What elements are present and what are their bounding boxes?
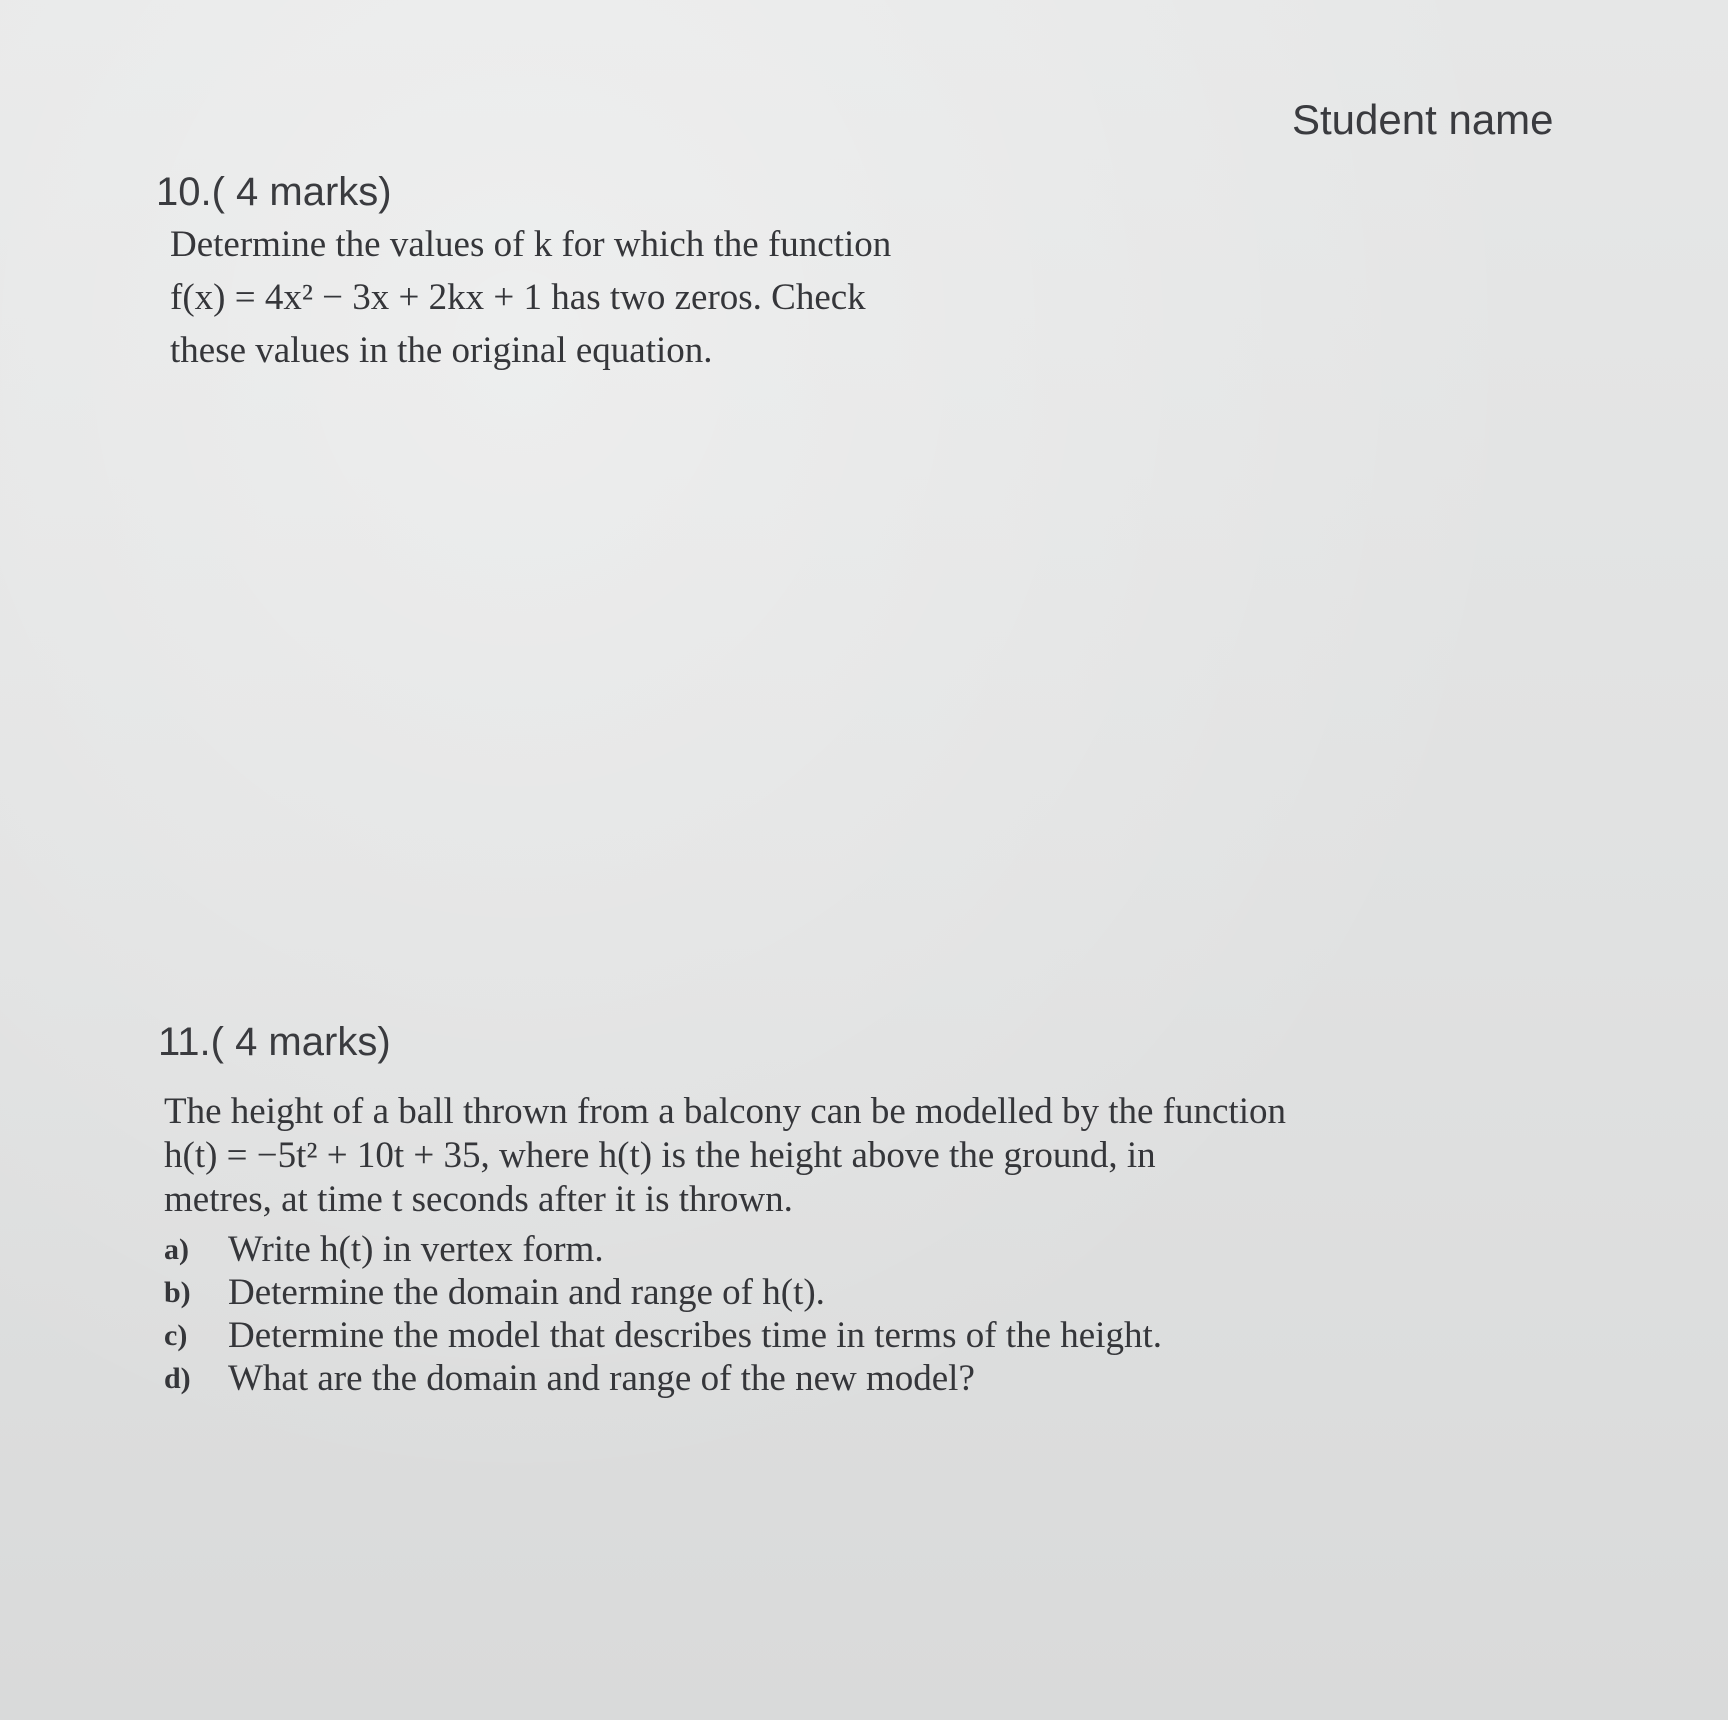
question-11-part-a <box>164 1228 1162 1271</box>
question-11-line: metres, at time t seconds after it is thrown. <box>164 1179 793 1220</box>
part-text: Determine the model that describes time in terms of the height. <box>228 1315 1162 1356</box>
question-10-text <box>170 218 1070 377</box>
question-10-line: these values in the original equation. <box>170 330 713 371</box>
question-11-header: 11.( 4 marks) <box>158 1020 391 1064</box>
question-11-parts <box>164 1228 1162 1400</box>
part-text: Determine the domain and range of h(t). <box>228 1272 825 1313</box>
question-11-part-b <box>164 1271 1162 1314</box>
question-10-line: f(x) = 4x² − 3x + 2kx + 1 has two zeros. Check <box>170 277 866 318</box>
student-name-label: Student name <box>1292 96 1554 143</box>
question-11-line: The height of a ball thrown from a balcony can be modelled by the function <box>164 1091 1286 1132</box>
question-10-header: 10.( 4 marks) <box>156 170 392 214</box>
question-11-part-c <box>164 1314 1162 1357</box>
part-letter: d) <box>164 1362 191 1395</box>
question-11-text <box>164 1090 1286 1222</box>
part-letter: a) <box>164 1233 189 1266</box>
question-10-line: Determine the values of k for which the function <box>170 224 892 265</box>
part-letter: c) <box>164 1319 188 1352</box>
part-text: Write h(t) in vertex form. <box>228 1229 604 1270</box>
part-letter: b) <box>164 1276 191 1309</box>
question-11-line: h(t) = −5t² + 10t + 35, where h(t) is the height above the ground, in <box>164 1135 1156 1176</box>
part-text: What are the domain and range of the new model? <box>228 1358 975 1399</box>
question-11-part-d <box>164 1357 1162 1400</box>
